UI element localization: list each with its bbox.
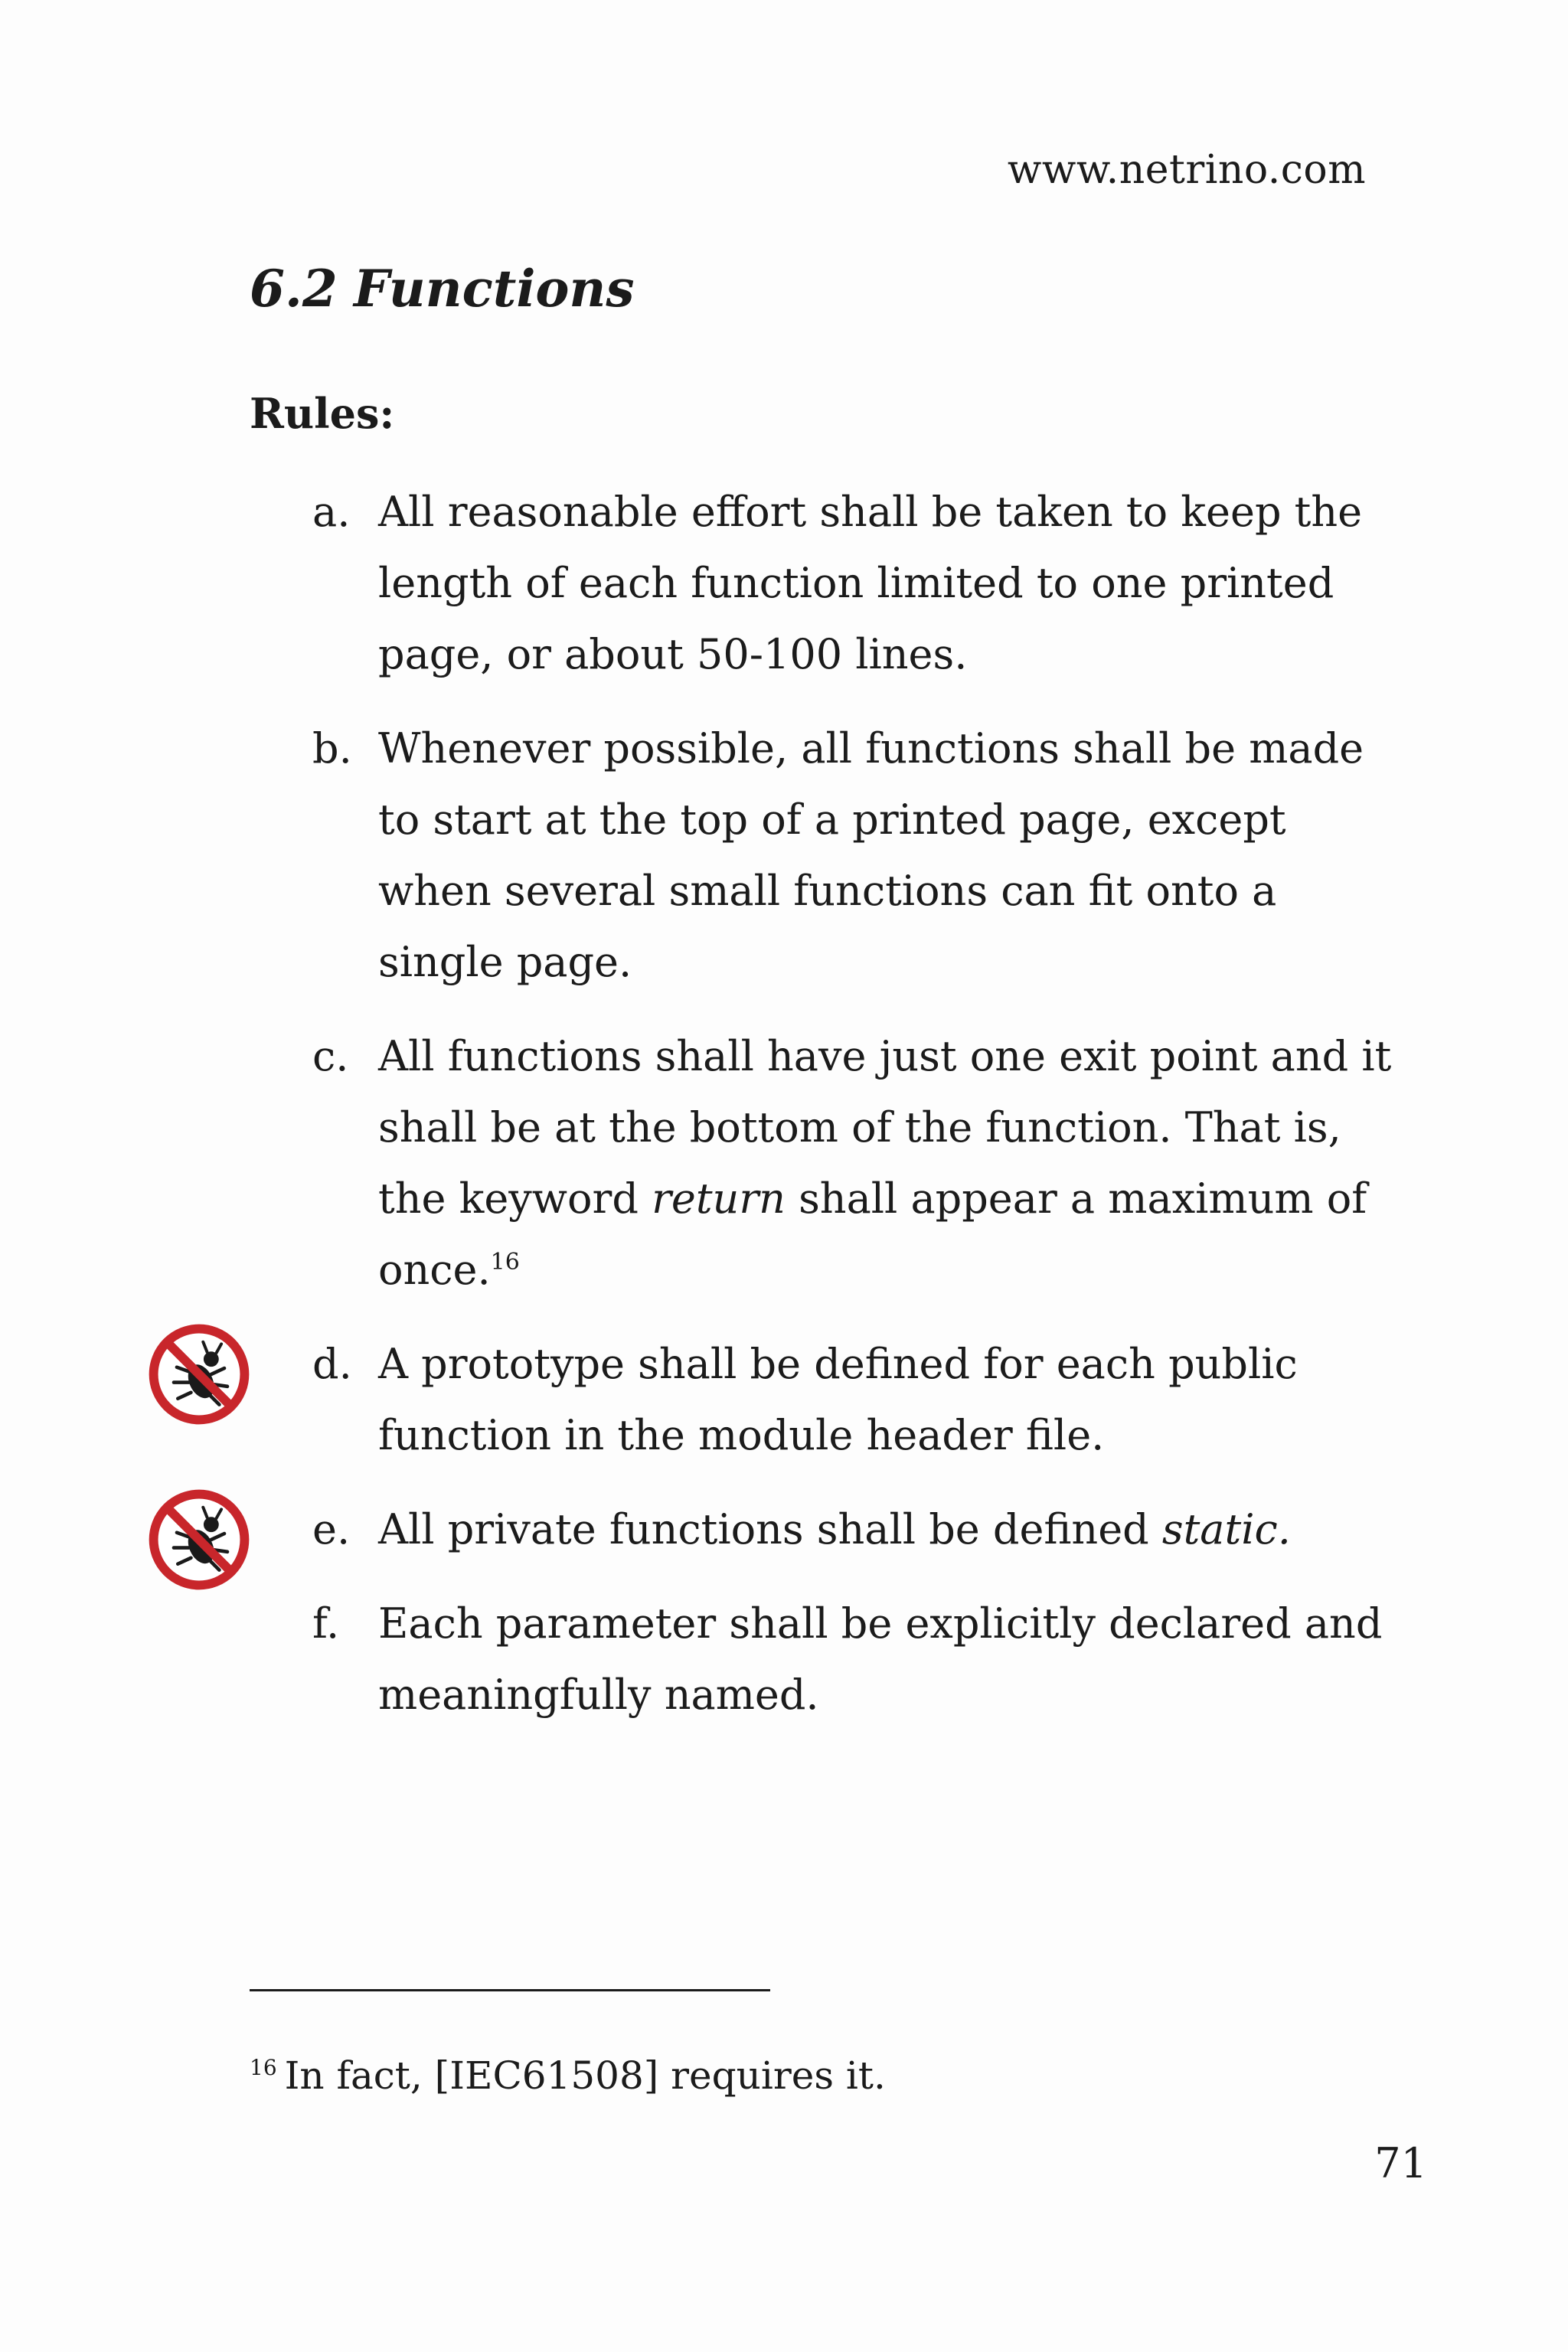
rule-c (312, 1021, 1400, 1305)
rule-text-part: shall appear a maximum of once. (378, 1174, 1367, 1294)
footnote-number: 16 (250, 2055, 277, 2081)
site-url: www.netrino.com (1007, 147, 1366, 193)
keyword-return: return (652, 1174, 786, 1223)
rule-text-part: All private functions shall be defined (378, 1505, 1162, 1553)
rule-letter: f. (312, 1599, 340, 1648)
rule-letter: b. (312, 724, 352, 773)
section-number: 6.2 (250, 259, 338, 318)
rule-letter: c. (312, 1032, 349, 1080)
rule-letter: e. (312, 1505, 351, 1553)
no-bug-icon (149, 1489, 250, 1590)
section-heading (250, 259, 635, 318)
rules-list (312, 476, 1400, 1753)
rule-text: Whenever possible, all functions shall be made to start at the top of a printed page, except when several small functions can fit onto a single page. (378, 724, 1364, 986)
page-number: 71 (1374, 2139, 1427, 2187)
rule-text-part: All functions shall have just one exit point and it shall be at the bottom of the function. That is, the keyword (378, 1032, 1392, 1223)
rule-a (312, 476, 1400, 690)
rule-f (312, 1588, 1400, 1730)
rule-letter: d. (312, 1340, 352, 1388)
footnote (250, 2053, 886, 2098)
rule-d (312, 1328, 1400, 1471)
rule-text: Each parameter shall be explicitly declared and meaningfully named. (378, 1599, 1383, 1719)
rule-letter: a. (312, 488, 351, 536)
keyword-static: static. (1161, 1505, 1291, 1553)
rule-b (312, 713, 1400, 998)
rule-text: A prototype shall be defined for each public function in the module header file. (378, 1340, 1298, 1459)
footnote-text: In fact, [IEC61508] requires it. (284, 2053, 886, 2098)
section-title: Functions (354, 259, 635, 318)
rule-text (378, 1021, 1400, 1305)
footnote-reference[interactable]: 16 (490, 1249, 520, 1276)
no-bug-icon (149, 1324, 250, 1425)
rules-label: Rules: (250, 389, 395, 438)
rule-text (378, 1494, 1400, 1565)
footnote-divider (250, 1989, 770, 1991)
rule-e (312, 1494, 1400, 1565)
rule-text: All reasonable effort shall be taken to keep the length of each function limited to one printed page, or about 50-100 lines. (378, 488, 1363, 678)
